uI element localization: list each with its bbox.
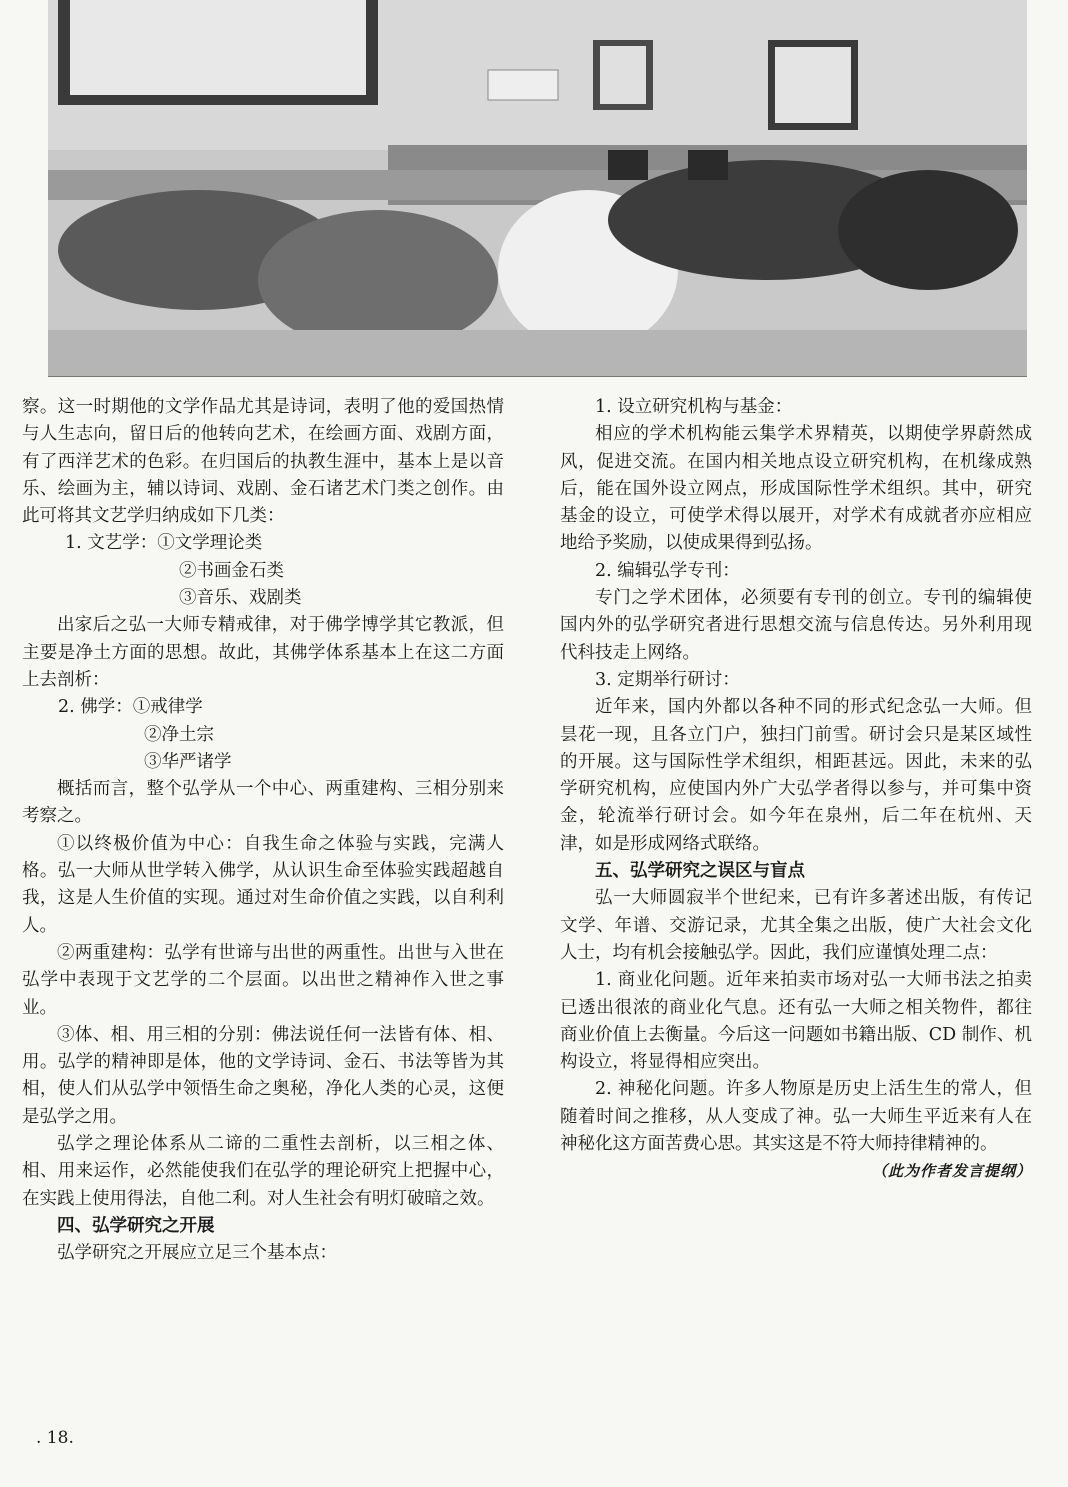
paragraph: 察。这一时期他的文学作品尤其是诗词，表明了他的爱国热情与人生志向，留日后的他转向艺术，在绘画方面、戏剧方面，有了西洋艺术的色彩。在归国后的执教生涯中，基本上是以音乐、绘画为主，辅以诗词、戏剧、金石诸艺术门类之创作。由此可将其文艺学归纳成如下几类： <box>22 397 504 527</box>
paragraph: 概括而言，整个弘学从一个中心、两重建构、三相分别来考察之。 <box>22 779 504 827</box>
paragraph: ②两重建构：弘学有世谛与出世的两重性。出世与入世在弘学中表现于文艺学的二个层面。以出世之精神作入世之事业。 <box>22 942 504 1018</box>
paragraph: ①以终极价值为中心：自我生命之体验与实践，完满人格。弘一大师从世学转入佛学，从认识生命至体验实践超越自我，这是人生价值的实现。通过对生命价值之实践，以自利利人。 <box>22 833 504 936</box>
list-item: ③华严诸学 <box>144 751 232 772</box>
paragraph: ③体、相、用三相的分别：佛法说任何一法皆有体、相、用。弘学的精神即是体，他的文学诗词、金石、书法等皆为其相，使人们从弘学中领悟生命之奥秘，净化人类的心灵，这便是弘学之用。 <box>22 1024 504 1127</box>
list-item: 2. 佛学：①戒律学 <box>58 697 203 718</box>
list-item: ②书画金石类 <box>179 560 284 581</box>
paragraph: 弘一大师圆寂半个世纪来，已有许多著述出版，有传记文学、年谱、交游记录，尤其全集之出版，使广大社会文化人士，均有机会接触弘学。因此，我们应谨慎处理二点： <box>560 888 1032 963</box>
paragraph: 相应的学术机构能云集学术界精英，以期使学界蔚然成风，促进交流。在国内相关地点设立研究机构，在机缘成熟后，能在国外设立网点，形成国际性学术组织。其中，研究基金的设立，可使学术得以展开，对学术有成就者亦应相应地给予奖励，以使成果得到弘扬。 <box>560 424 1032 554</box>
page-number: . 18. <box>36 1428 74 1448</box>
paragraph: 专门之学术团体，必须要有专刊的创立。专刊的编辑使国内外的弘学研究者进行思想交流与信息传达。另外利用现代科技走上网络。 <box>560 588 1032 663</box>
author-note: （此为作者发言提纲） <box>871 1162 1032 1181</box>
subheading: 1. 设立研究机构与基金： <box>595 397 793 417</box>
subheading: 3. 定期举行研讨： <box>595 669 740 690</box>
paragraph: 近年来，国内外都以各种不同的形式纪念弘一大师。但昙花一现，且各立门户，独扫门前雪。研讨会只是某区域性的开展。这与国际性学术组织，相距甚远。因此，未来的弘学研究机构，应使国内外广大弘学者得以参与，并可集中资金，轮流举行研讨会。如今年在泉州，后二年在杭州、天津，如是形成网络式联络。 <box>560 697 1032 854</box>
section-heading: 四、弘学研究之开展 <box>57 1215 215 1236</box>
list-item: ③音乐、戏剧类 <box>179 588 302 609</box>
paragraph: 1. 商业化问题。近年来拍卖市场对弘一大师书法之拍卖已透出很浓的商业化气息。还有弘一大师之相关物件，都往商业价值上去衡量。今后这一问题如书籍出版、CD 制作、机构设立，将显得相应突出。 <box>560 970 1032 1073</box>
list-item: 1. 文艺学：①文学理论类 <box>65 533 263 554</box>
section-heading: 五、弘学研究之误区与盲点 <box>595 861 805 882</box>
paragraph: 出家后之弘一大师专精戒律，对于佛学博学其它教派，但主要是净土方面的思想。故此，其佛学体系基本上在这二方面上去剖析： <box>22 615 504 690</box>
subheading: 2. 编辑弘学专刊： <box>595 560 740 581</box>
meeting-photo <box>48 0 1027 377</box>
left-column <box>22 394 504 1268</box>
paragraph: 2. 神秘化问题。许多人物原是历史上活生生的常人，但随着时间之推移，从人变成了神。弘一大师生平近来有人在神秘化这方面苦费心思。其实这是不符大师持律精神的。 <box>560 1079 1032 1155</box>
meeting-photo-illustration <box>48 0 1027 376</box>
list-item: ②净土宗 <box>144 724 214 745</box>
right-column <box>560 394 1032 1186</box>
paragraph: 弘学研究之开展应立足三个基本点： <box>57 1243 337 1264</box>
paragraph: 弘学之理论体系从二谛的二重性去剖析，以三相之体、相、用来运作，必然能使我们在弘学的理论研究上把握中心，在实践上使用得法，自他二利。对人生社会有明灯破暗之效。 <box>22 1134 504 1209</box>
